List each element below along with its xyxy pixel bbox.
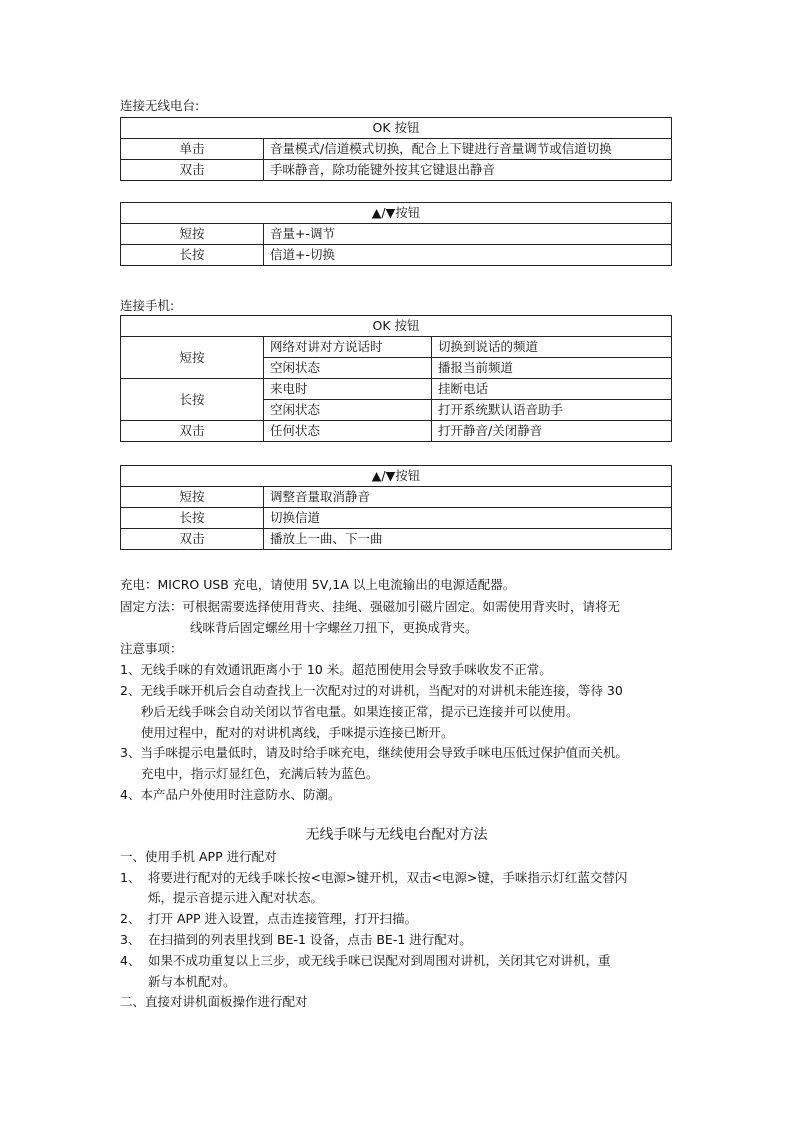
desc-cell: 音量+-调节 bbox=[264, 224, 672, 245]
table-row bbox=[121, 379, 672, 400]
desc-cell: 调整音量取消静音 bbox=[264, 487, 672, 508]
result-cell: 播报当前频道 bbox=[432, 358, 672, 379]
phone-arrow-table bbox=[120, 465, 672, 550]
caution-item-3-line1: 3、当手咪提示电量低时，请及时给手咪充电，继续使用会导致手咪电压低过保护值而关机。 bbox=[120, 745, 628, 760]
table-row bbox=[121, 487, 672, 508]
table-row bbox=[121, 160, 672, 181]
action-cell: 双击 bbox=[121, 529, 264, 550]
result-cell: 打开系统默认语音助手 bbox=[432, 400, 672, 421]
state-cell: 空闲状态 bbox=[264, 358, 432, 379]
action-cell: 双击 bbox=[121, 160, 264, 181]
step-4-line2: 新与本机配对。 bbox=[148, 974, 236, 989]
desc-cell: 信道+-切换 bbox=[264, 245, 672, 266]
action-cell: 短按 bbox=[121, 224, 264, 245]
table-header: ▲/▼按钮 bbox=[121, 203, 672, 224]
table-row bbox=[121, 224, 672, 245]
state-cell: 来电时 bbox=[264, 379, 432, 400]
step-3: 在扫描到的列表里找到 BE-1 设备，点击 BE-1 进行配对。 bbox=[148, 932, 472, 947]
table-header: OK 按钮 bbox=[121, 316, 672, 337]
caution-item-2-line2: 秒后无线手咪会自动关闭以节省电量。如果连接正常，提示已连接并可以使用。 bbox=[141, 704, 579, 719]
action-cell: 双击 bbox=[121, 421, 264, 442]
result-cell: 切换到说话的频道 bbox=[432, 337, 672, 358]
step-3-number: 3、 bbox=[120, 932, 141, 947]
action-cell: 长按 bbox=[121, 379, 264, 421]
action-cell: 长按 bbox=[121, 508, 264, 529]
radio-arrow-table bbox=[120, 202, 672, 266]
charge-note: 充电：MICRO USB 充电，请使用 5V,1A 以上电流输出的电源适配器。 bbox=[120, 577, 516, 592]
table-row bbox=[121, 421, 672, 442]
section-title-radio: 连接无线电台: bbox=[120, 98, 200, 113]
desc-cell: 音量模式/信道模式切换，配合上下键进行音量调节或信道切换 bbox=[264, 139, 672, 160]
caution-item-3-line2: 充电中，指示灯显红色，充满后转为蓝色。 bbox=[141, 766, 379, 781]
action-cell: 短按 bbox=[121, 487, 264, 508]
action-cell: 单击 bbox=[121, 139, 264, 160]
state-cell: 网络对讲对方说话时 bbox=[264, 337, 432, 358]
step-4-number: 4、 bbox=[120, 953, 141, 968]
caution-item-2-line3: 使用过程中，配对的对讲机离线，手咪提示连接已断开。 bbox=[141, 725, 454, 740]
table-header: ▲/▼按钮 bbox=[121, 466, 672, 487]
desc-cell: 手咪静音，除功能键外按其它键退出静音 bbox=[264, 160, 672, 181]
action-cell: 长按 bbox=[121, 245, 264, 266]
step-2-number: 2、 bbox=[120, 911, 141, 926]
action-cell: 短按 bbox=[121, 337, 264, 379]
table-row bbox=[121, 337, 672, 358]
radio-ok-table bbox=[120, 117, 672, 181]
step-2: 打开 APP 进入设置，点击连接管理，打开扫描。 bbox=[148, 911, 418, 926]
step-1-line1: 将要进行配对的无线手咪长按<电源>键开机，双击<电源>键，手咪指示灯红蓝交替闪 bbox=[148, 870, 628, 885]
step-1-line2: 烁，提示音提示进入配对状态。 bbox=[148, 890, 324, 905]
result-cell: 打开静音/关闭静音 bbox=[432, 421, 672, 442]
desc-cell: 播放上一曲、下一曲 bbox=[264, 529, 672, 550]
result-cell: 挂断电话 bbox=[432, 379, 672, 400]
table-row bbox=[121, 245, 672, 266]
state-cell: 空闲状态 bbox=[264, 400, 432, 421]
step-4-line1: 如果不成功重复以上三步，或无线手咪已误配对到周围对讲机，关闭其它对讲机，重 bbox=[148, 953, 611, 968]
section-title-phone: 连接手机: bbox=[120, 298, 175, 313]
mount-note-line2: 线咪背后固定螺丝用十字螺丝刀扭下，更换成背夹。 bbox=[190, 620, 478, 635]
table-row bbox=[121, 139, 672, 160]
phone-ok-table bbox=[120, 315, 672, 442]
step-1-number: 1、 bbox=[120, 870, 141, 885]
caution-item-2-line1: 2、无线手咪开机后会自动查找上一次配对过的对讲机，当配对的对讲机未能连接，等待 30 bbox=[120, 683, 623, 698]
desc-cell: 切换信道 bbox=[264, 508, 672, 529]
table-row bbox=[121, 508, 672, 529]
pairing-section-1: 一、使用手机 APP 进行配对 bbox=[120, 849, 277, 864]
pairing-title: 无线手咪与无线电台配对方法 bbox=[305, 827, 488, 843]
caution-title: 注意事项： bbox=[120, 641, 183, 656]
pairing-section-2: 二、直接对讲机面板操作进行配对 bbox=[120, 994, 308, 1009]
caution-item-1: 1、无线手咪的有效通讯距离小于 10 米。超范围使用会导致手咪收发不正常。 bbox=[120, 662, 552, 677]
table-row bbox=[121, 529, 672, 550]
caution-item-4: 4、本产品户外使用时注意防水、防潮。 bbox=[120, 787, 341, 802]
mount-note-line1: 固定方法：可根据需要选择使用背夹、挂绳、强磁加引磁片固定。如需使用背夹时，请将无 bbox=[120, 599, 621, 614]
state-cell: 任何状态 bbox=[264, 421, 432, 442]
table-header: OK 按钮 bbox=[121, 118, 672, 139]
